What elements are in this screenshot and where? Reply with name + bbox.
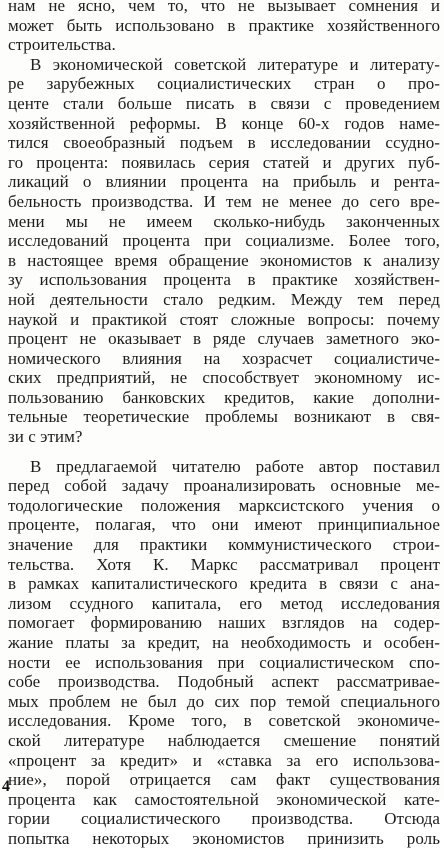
text-line: ности ее использования при социалистическом спо-	[8, 652, 440, 672]
text-line: номического влияния на хозрасчет социалистиче-	[8, 348, 440, 368]
text-line: тельные теоретические проблемы возникают в свя-	[8, 407, 440, 427]
text-line: ских предприятий, не способствует экономному ис-	[8, 368, 440, 388]
text-line: ской литературе наблюдается смешение понятий	[8, 730, 440, 750]
text-line: В экономической советской литературе и литерату-	[30, 54, 440, 74]
text-line: помогает формированию наших взглядов на содер-	[8, 613, 440, 633]
text-line: зи с этим?	[8, 427, 83, 447]
text-line: центе стали больше писать в связи с проведением	[8, 93, 440, 113]
text-line: бельность производства. И тем не менее до сего вре-	[8, 191, 440, 211]
text-line: тодологические положения марксистского учения о	[8, 495, 440, 515]
text-line: тельства. Хотя К. Маркс рассматривал процент	[8, 554, 440, 574]
text-line: исследований процента при социализме. Более того,	[8, 231, 440, 251]
text-line: В предлагаемой читателю работе автор поставил	[30, 456, 440, 476]
text-line: мых проблем не был до сих пор темой специального	[8, 691, 440, 711]
text-line: жание платы за кредит, на необходимость и особен-	[8, 633, 440, 652]
text-line: «процент за кредит» и «ставка за его использова-	[8, 750, 440, 770]
text-line: значение для практики коммунистического строи-	[8, 535, 440, 555]
text-line: наукой и практикой стоят сложные вопросы: почему	[8, 309, 440, 329]
text-line: ние», порой отрицается сам факт существования	[8, 770, 440, 790]
text-line: тился своеобразный подъем в исследовании ссудно-	[8, 133, 440, 153]
text-line: го процента: появилась серия статей и других пуб-	[8, 152, 440, 172]
text-line: нам не ясно, чем то, что не вызывает сомнения и	[8, 0, 440, 15]
text-line: ре зарубежных социалистических стран о про-	[8, 74, 440, 94]
text-line: мени мы не имеем сколько-нибудь законченных	[8, 211, 440, 231]
text-line: собе производства. Подобный аспект рассматривае-	[8, 672, 440, 692]
text-line: хозяйственной реформы. В конце 60-х годов намe-	[8, 113, 440, 133]
text-line: ной деятельности стало редким. Между тем перед	[8, 289, 440, 309]
text-line: процент не оказывает в ряде случаев заметного эко-	[8, 329, 440, 349]
text-line: исследования. Кроме того, в советской экономиче-	[8, 711, 440, 731]
text-line: строительства.	[8, 35, 116, 55]
body-text	[8, 0, 440, 849]
text-line: гории социалистического производства. Отсюда	[8, 809, 440, 829]
text-line: ликаций о влиянии процента на прибыль и рента-	[8, 172, 440, 192]
page-number: 4	[2, 778, 10, 795]
text-line: пользованию банковских кредитов, какие дополни-	[8, 387, 440, 407]
text-line: может быть использовано в практике хозяйственного	[8, 15, 440, 35]
text-line: попытка некоторых экономистов принизить роль	[8, 828, 440, 848]
paragraph-gap	[8, 447, 440, 457]
text-line: в рамках капиталистического кредита в связи с ана-	[8, 574, 440, 594]
text-line: процента как самостоятельной экономической кате-	[8, 789, 440, 809]
text-line: проценте, полагая, что они имеют принципиальное	[8, 515, 440, 535]
text-line: перед собой задачу проанализировать основные ме-	[8, 476, 440, 496]
text-line: в настоящее время обращение экономистов к анализу	[8, 250, 440, 270]
text-line: зу использования процента в практике хозяйствен-	[8, 270, 440, 290]
text-line: лизом ссудного капитала, его метод исследования	[8, 593, 440, 613]
